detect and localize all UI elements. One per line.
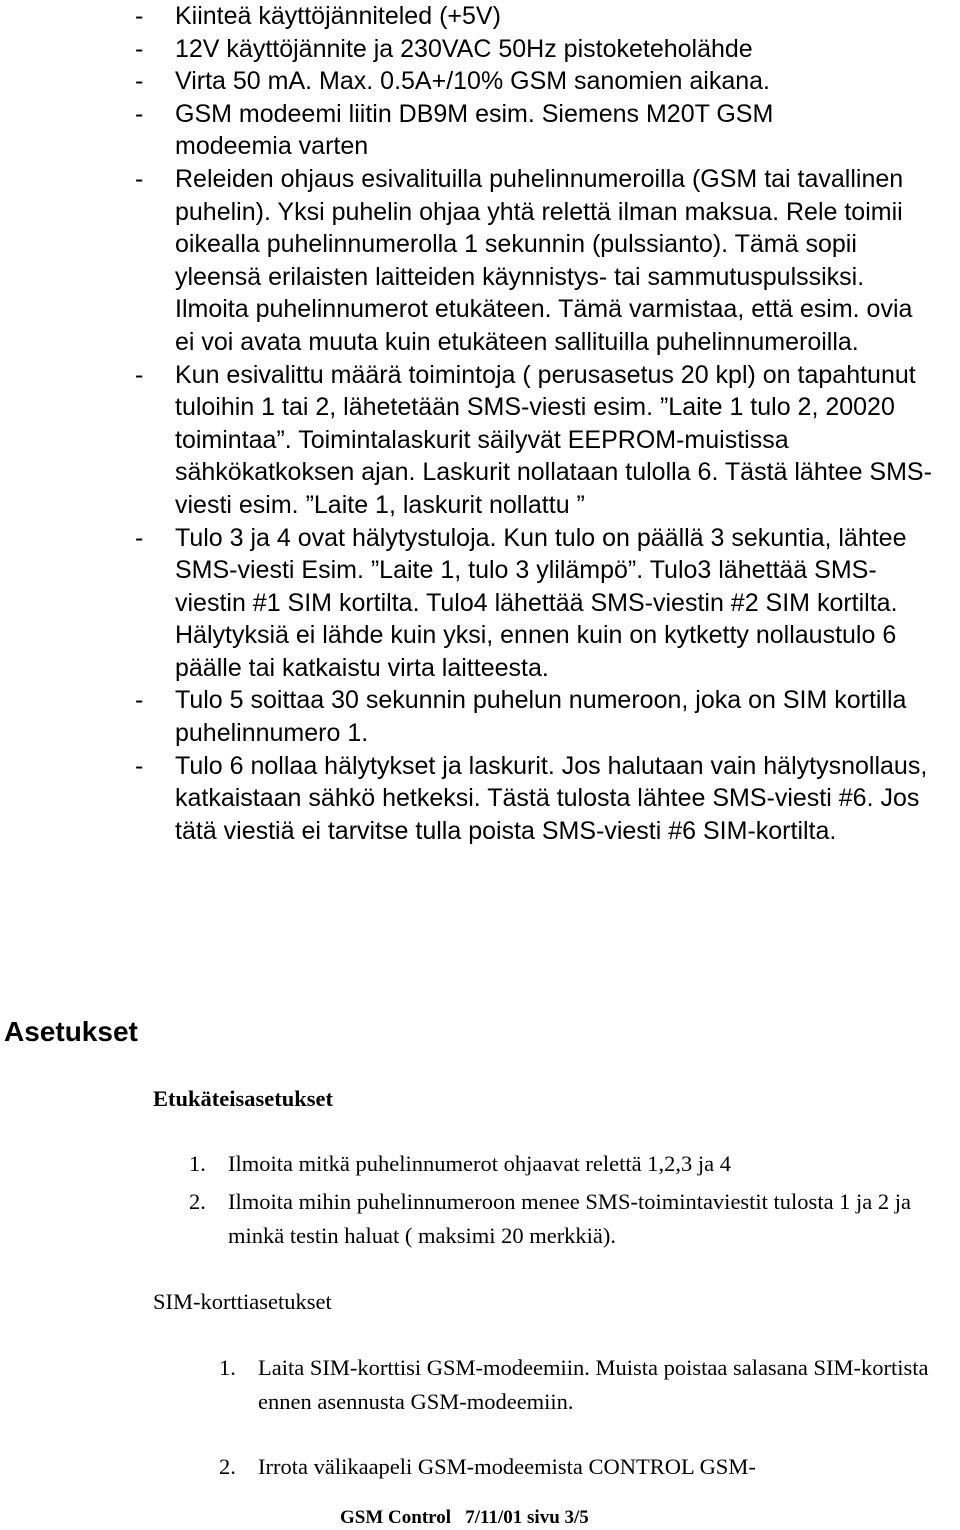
bullet-marker: - bbox=[135, 686, 144, 715]
feature-text: GSM modeemi liitin DB9M esim. Siemens M20T GSM modeemia varten bbox=[175, 99, 774, 161]
section-heading: Asetukset bbox=[4, 1016, 138, 1047]
sim-settings-heading: SIM-korttiasetukset bbox=[153, 1289, 332, 1314]
feature-text: Tulo 5 soittaa 30 sekunnin puhelun numeroon, joka on SIM kortilla puhelinnumero 1. bbox=[175, 686, 907, 748]
bullet-marker: - bbox=[135, 164, 144, 193]
bullet-marker: - bbox=[135, 34, 144, 63]
bullet-marker: - bbox=[135, 67, 144, 96]
list-item bbox=[189, 1147, 949, 1181]
feature-text: Tulo 3 ja 4 ovat hälytystuloja. Kun tulo on päällä 3 sekuntia, lähtee SMS-viesti Esim. ”Laite 1, tulo 3 ylilämpö”. Tulo3 lähettää SMS-viestin #1 SIM kortilta. Tulo4 lähettää SMS-viestin #2 SIM kortilta. Hälytyksiä ei lähde kuin yksi, ennen kuin on kytketty nollaustulo 6 päälle tai katkaistu virta laitteesta. bbox=[175, 523, 907, 682]
feature-item bbox=[0, 65, 960, 98]
feature-item bbox=[0, 163, 960, 359]
item-text: Ilmoita mihin puhelinnumeroon menee SMS-toimintaviestit tulosta 1 ja 2 ja minkä testin haluat ( maksimi 20 merkkiä). bbox=[228, 1189, 912, 1248]
feature-item bbox=[0, 359, 960, 522]
item-number: 1. bbox=[219, 1355, 236, 1380]
bullet-marker: - bbox=[135, 2, 144, 30]
advance-settings-list bbox=[189, 1147, 949, 1253]
feature-text: Releiden ohjaus esivalituilla puhelinnumeroilla (GSM tai tavallinen puhelin). Yksi puhelin ohjaa yhtä relettä ilman maksua. Rele toimii oikealla puhelinnumerolla 1 sekunnin (pulssianto). Tämä sopii yleensä erilaisten laitteiden käynnistys- tai sammutuspulssiksi. Ilmoita puhelinnumerot etukäteen. Tämä varmistaa, että esim. ovia ei voi avata muuta kuin etukäteen sallituilla puhelinnumeroilla. bbox=[175, 164, 913, 356]
feature-text: Virta 50 mA. Max. 0.5A+/10% GSM sanomien aikana. bbox=[175, 67, 770, 96]
bullet-marker: - bbox=[135, 523, 144, 552]
feature-item bbox=[0, 98, 960, 163]
item-text: Ilmoita mitkä puhelinnumerot ohjaavat relettä 1,2,3 ja 4 bbox=[228, 1151, 731, 1176]
item-text: Irrota välikaapeli GSM-modeemista CONTROL GSM- bbox=[258, 1454, 756, 1479]
list-item bbox=[189, 1185, 949, 1253]
page-footer: GSM Control 7/11/01 sivu 3/5 bbox=[340, 1507, 589, 1528]
bullet-marker: - bbox=[135, 360, 144, 389]
feature-text: Tulo 6 nollaa hälytykset ja laskurit. Jos halutaan vain hälytysnollaus, katkaistaan sähkö hetkeksi. Tästä tulosta lähtee SMS-viesti #6. Jos tätä viestiä ei tarvitse tulla poista SMS-viesti #6 SIM-kortilta. bbox=[175, 751, 928, 845]
sim-settings-list bbox=[219, 1351, 949, 1484]
feature-item bbox=[0, 0, 960, 33]
advance-settings-heading: Etukäteisasetukset bbox=[153, 1086, 334, 1111]
item-number: 2. bbox=[219, 1454, 236, 1479]
feature-item bbox=[0, 750, 960, 848]
bullet-marker: - bbox=[135, 751, 144, 780]
feature-item bbox=[0, 33, 960, 66]
bullet-marker: - bbox=[135, 99, 144, 128]
item-text: Laita SIM-korttisi GSM-modeemiin. Muista poistaa salasana SIM-kortista ennen asennusta GSM-modeemiin. bbox=[258, 1355, 929, 1414]
feature-item bbox=[0, 684, 960, 749]
feature-text: 12V käyttöjännite ja 230VAC 50Hz pistoketeholähde bbox=[175, 34, 753, 63]
feature-text: Kiinteä käyttöjänniteled (+5V) bbox=[175, 2, 501, 30]
item-number: 2. bbox=[189, 1189, 206, 1214]
item-number: 1. bbox=[189, 1151, 206, 1176]
feature-text: Kun esivalittu määrä toimintoja ( perusasetus 20 kpl) on tapahtunut tuloihin 1 tai 2, lähetetään SMS-viesti esim. ”Laite 1 tulo 2, 20020 toimintaa”. Toimintalaskurit säilyvät EEPROM-muistissa sähkökatkoksen ajan. Laskurit nollataan tulolla 6. Tästä lähtee SMS-viesti esim. ”Laite 1, laskurit nollattu ” bbox=[175, 360, 932, 519]
feature-item bbox=[0, 522, 960, 685]
list-item bbox=[219, 1450, 949, 1484]
list-item bbox=[219, 1351, 949, 1419]
